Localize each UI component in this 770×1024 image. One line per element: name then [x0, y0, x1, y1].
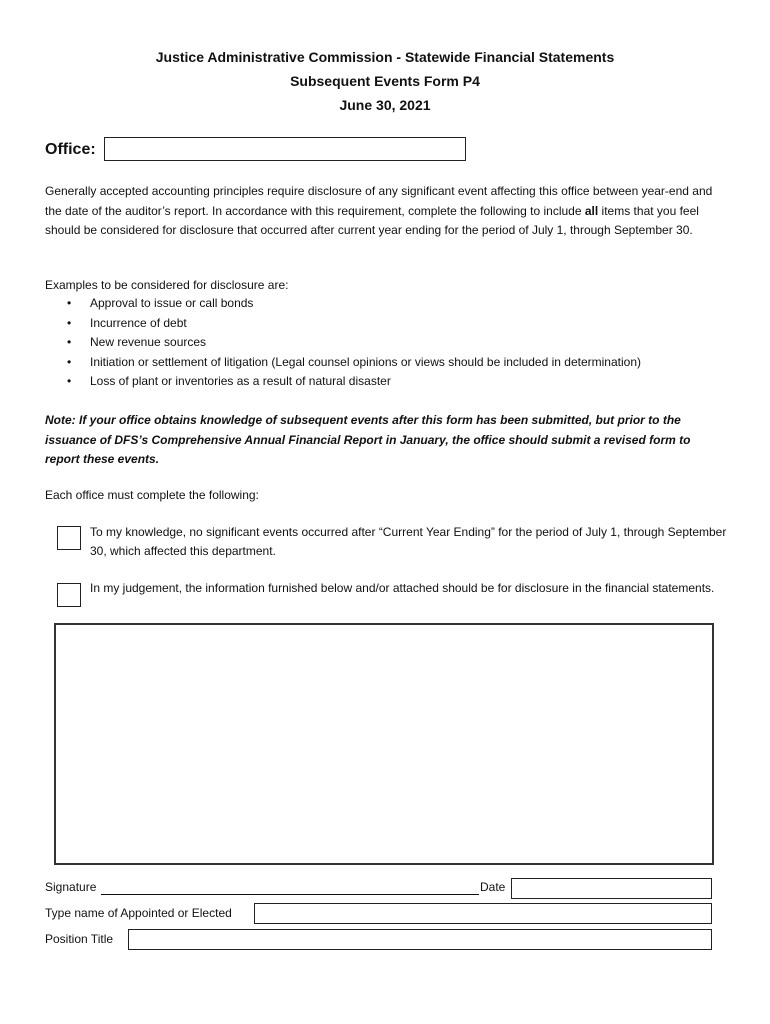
signature-line[interactable] — [101, 894, 479, 895]
position-title-label: Position Title — [45, 932, 114, 946]
list-item: • Approval to issue or call bonds — [45, 294, 641, 314]
disclosure-checkbox[interactable] — [57, 583, 81, 607]
note-paragraph: Note: If your office obtains knowledge of subsequent events after this form has been submitted, but prior to the issuance of DFS’s Comprehensive Annual Financial Report in January, the office should submit a revised form to report these events. — [45, 413, 691, 466]
disclosure-details-textarea[interactable] — [54, 623, 714, 865]
list-item: • New revenue sources — [45, 333, 641, 353]
disclosure-option-text: In my judgement, the information furnished below and/or attached should be for disclosure in the financial statements. — [90, 581, 715, 595]
examples-list — [45, 294, 641, 392]
date-label: Date — [480, 880, 506, 894]
list-item: • Loss of plant or inventories as a result of natural disaster — [45, 372, 641, 392]
office-label: Office: — [45, 141, 96, 158]
examples-heading: Examples to be considered for disclosure are: — [45, 278, 289, 292]
intro-text-start: Generally accepted accounting principles require disclosure of any significant event affecting this office between year-end and the date of the auditor’s report. In accordance with this requirement, complete the following to include — [45, 184, 713, 218]
instruction-text: Each office must complete the following: — [45, 488, 259, 502]
no-events-option-text: To my knowledge, no significant events occurred after “Current Year Ending” for the period of July 1, through September 30, which affected this department. — [90, 525, 727, 558]
form-date: June 30, 2021 — [339, 97, 431, 113]
date-input[interactable] — [511, 878, 712, 899]
office-input[interactable] — [104, 137, 466, 161]
intro-text-end: items that you feel should be considered for disclosure that occurred after current year ending for the period of July 1, through September 30. — [45, 203, 699, 237]
list-item: • Initiation or settlement of litigation (Legal counsel opinions or views should be included in determination) — [45, 353, 641, 373]
no-events-checkbox[interactable] — [57, 526, 81, 550]
signature-label: Signature — [45, 880, 97, 894]
name-input[interactable] — [254, 903, 712, 924]
list-item: • Incurrence of debt — [45, 314, 641, 334]
intro-paragraph — [45, 182, 725, 241]
form-subtitle: Subsequent Events Form P4 — [290, 73, 480, 89]
name-label: Type name of Appointed or Elected — [45, 906, 232, 920]
form-title: Justice Administrative Commission - Statewide Financial Statements — [155, 49, 615, 65]
position-title-input[interactable] — [128, 929, 712, 950]
intro-text-bold: all — [584, 203, 599, 218]
